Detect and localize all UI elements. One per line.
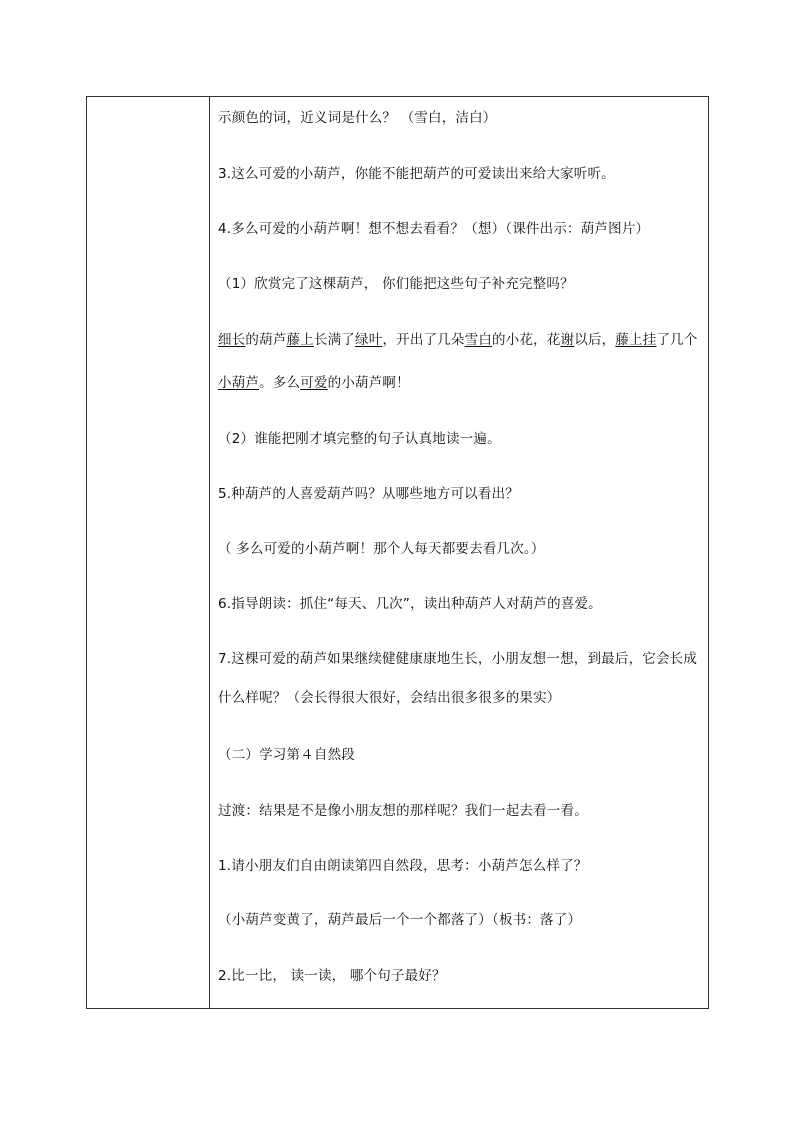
sentence-text: 的葫芦 [245,332,287,348]
fill-sentence-line-1 [218,331,698,349]
text-line: （2）谁能把刚才填完整的句子认真地读一遍。 [218,431,501,447]
text-line: 什么样呢？（会长得很大很好，会结出很多很多的果实） [218,690,561,706]
sentence-text: 的小花，花 [492,332,561,348]
text-line: （1）欣赏完了这棵葫芦， 你们能把这些句子补充完整吗？ [218,276,574,292]
sentence-text: 长满了 [313,332,356,348]
blank-answer: 藤上 [286,332,314,348]
sentence-text: 。多么 [259,375,301,391]
text-line: 过渡：结果是不是像小朋友想的那样呢？我们一起去看一看。 [218,803,588,819]
text-line: 2.比一比， 读一读， 哪个句子最好？ [218,968,446,984]
text-line: 示颜色的词，近义词是什么？ （雪白，洁白） [218,110,497,126]
blank-answer: 挂 [642,332,657,348]
column-divider [209,97,210,1008]
sentence-text: 了几个 [656,332,698,348]
sentence-text: 以后， [574,332,616,348]
blank-answer: 绿叶 [355,332,383,348]
text-line: 6.指导朗读：抓住“每天、几次”，读出种葫芦人对葫芦的喜爱。 [218,596,602,612]
text-line: （ 多么可爱的小葫芦啊！那个人每天都要去看几次。） [218,541,545,557]
blank-answer: 谢 [560,332,575,348]
text-line: 4.多么可爱的小葫芦啊！想不想去看看？（想）（课件出示：葫芦图片） [218,221,650,237]
blank-answer: 雪白 [464,332,493,348]
blank-answer: 小葫芦 [218,375,260,391]
text-line: 5.种葫芦的人喜爱葫芦吗？从哪些地方可以看出？ [218,486,519,502]
lesson-table [86,96,709,1009]
blank-answer: 藤上 [615,332,643,348]
text-line: 7.这棵可爱的葫芦如果继续健健康康地生长，小朋友想一想，到最后，它会长成 [218,651,698,667]
text-line: 3.这么可爱的小葫芦，你能不能把葫芦的可爱读出来给大家听听。 [218,166,615,182]
fill-sentence-line-2 [218,374,410,392]
sentence-text: 的小葫芦啊！ [327,375,410,391]
blank-answer: 可爱 [300,375,328,391]
text-line: 1.请小朋友们自由朗读第四自然段，思考：小葫芦怎么样了？ [218,858,588,874]
blank-answer: 细长 [218,332,246,348]
text-line: （小葫芦变黄了，葫芦最后一个一个都落了）（板书：落了） [218,912,582,928]
sentence-text: ，开出了几朵 [382,332,465,348]
section-heading: （二）学习第４自然段 [218,747,355,763]
